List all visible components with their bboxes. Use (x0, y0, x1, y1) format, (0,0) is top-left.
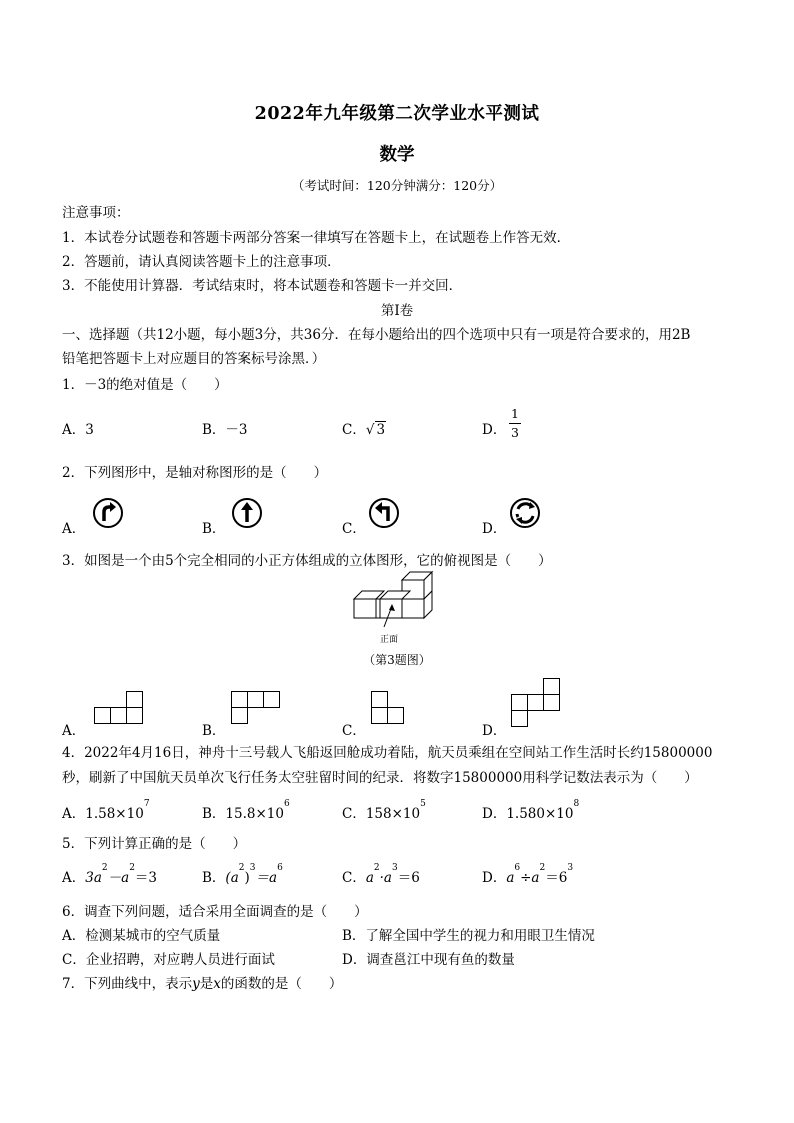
q6-stem: 6．调查下列问题，适合采用全面调查的是（ ） (62, 904, 368, 920)
q5-d-exp1: 6 (514, 863, 521, 873)
q5-b-exp1: 2 (238, 863, 245, 873)
q5-c-term2: ·a (379, 870, 392, 886)
q5-a-term1: 3a (85, 870, 102, 886)
q2-label-d: D． (482, 521, 507, 537)
q5-a-label: A． (62, 870, 86, 886)
q5-b-term1: (a (225, 870, 239, 886)
q5-a-term2: －a (107, 870, 130, 886)
q2-label-a: A． (62, 521, 86, 537)
note-item-2: 2．答题前，请认真阅读答题卡上的注意事项． (62, 254, 341, 270)
q5-c-label: C． (342, 870, 366, 886)
q1-option-c-radicand: 3 (376, 422, 386, 438)
q7-prefix: 7．下列曲线中，表示 (62, 976, 193, 992)
q3-label-a: A． (62, 723, 86, 739)
q5-b-term3: ＝a (255, 870, 278, 886)
q3-option-a-view (94, 690, 146, 726)
q1-option-c (342, 418, 386, 438)
notes-heading: 注意事项： (62, 205, 130, 221)
q3-label-b: B． (202, 723, 226, 739)
q4-option-d-base: D．1.580×10 (482, 806, 574, 822)
right-turn-sign-icon (92, 497, 124, 529)
q5-a-exp1: 2 (101, 863, 108, 873)
q4-option-c-exponent: 5 (420, 799, 426, 809)
q4-option-d (482, 799, 580, 822)
q4-option-b-base: B．15.8×10 (202, 806, 284, 822)
q3-stem: 3．如图是一个由5个完全相同的小正方体组成的立体图形，它的俯视图是（ ） (62, 553, 552, 569)
q5-c-exp2: 3 (391, 863, 398, 873)
fraction-denominator: 3 (511, 424, 519, 440)
q1-option-d: D． (482, 422, 507, 438)
q3-label-d: D． (482, 723, 507, 739)
q5-d-term3: ＝6 (545, 870, 568, 886)
note-item-1: 1．本试卷分试题卷和答题卡两部分答案一律填写在答题卡上，在试题卷上作答无效． (62, 230, 571, 246)
section-instructions-line2: 铅笔把答题卡上对应题目的答案标号涂黑．） (62, 351, 326, 367)
q6-option-c: C．企业招聘，对应聘人员进行面试 (62, 952, 275, 968)
q7-var-x: x (213, 976, 221, 992)
note-item-3: 3．不能使用计算器．考试结束时，将本试题卷和答题卡一并交回． (62, 278, 463, 294)
q1-option-b: B．－3 (202, 422, 248, 438)
q3-front-label: 正面 (380, 635, 399, 645)
q5-c-exp1: 2 (373, 863, 380, 873)
q6-option-b: B．了解全国中学生的视力和用眼卫生情况 (342, 928, 595, 944)
q1-stem: 1．－3的绝对值是（ ） (62, 377, 228, 393)
q4-option-a-base: A．1.58×10 (62, 806, 144, 822)
q7-stem (62, 972, 342, 992)
straight-ahead-sign-icon (231, 497, 263, 529)
subject-title: 数学 (379, 145, 415, 165)
section-instructions-line1: 一、选择题（共12小题，每小题3分，共36分．在每小题给出的四个选项中只有一项是符合要求的，用2B (62, 327, 691, 343)
q4-option-b-exponent: 6 (283, 799, 290, 809)
q4-option-c (342, 799, 426, 822)
q3-option-c-view (371, 690, 407, 726)
q1-option-d-fraction (509, 408, 521, 439)
q2-label-b: B． (202, 521, 226, 537)
q5-b-label: B． (202, 870, 226, 886)
q5-a-exp2: 2 (129, 863, 135, 873)
q5-option-a (62, 863, 158, 886)
q4-option-a-exponent: 7 (143, 799, 150, 809)
q4-option-d-exponent: 8 (573, 799, 580, 809)
q5-option-d (482, 863, 574, 886)
q5-c-term1: a (365, 870, 374, 886)
q5-d-exp3: 3 (567, 863, 574, 873)
q5-d-label: D． (482, 870, 507, 886)
volume-label: 第Ⅰ卷 (380, 303, 414, 319)
q6-option-a: A．检测某城市的空气质量 (62, 928, 221, 944)
q5-d-term2: ÷a (520, 870, 540, 886)
q5-a-term3: ＝3 (134, 870, 158, 886)
q5-option-c (342, 863, 420, 886)
q5-stem: 5．下列计算正确的是（ ） (62, 836, 247, 852)
q5-b-exp2: 3 (249, 863, 256, 873)
q5-d-exp2: 2 (539, 863, 546, 873)
q5-c-term3: ＝6 (397, 870, 420, 886)
q4-option-b (202, 799, 290, 822)
q4-option-c-base: C．158×10 (342, 806, 421, 822)
exam-title: 2022年九年级第二次学业水平测试 (254, 104, 540, 124)
q7-mid: 是 (199, 976, 214, 992)
q6-option-d: D．调查邕江中现有鱼的数量 (342, 952, 515, 968)
q3-option-d-view (511, 678, 563, 728)
q5-option-b (202, 863, 283, 886)
q4-stem-line1: 4．2022年4月16日，神舟十三号载人飞船返回舱成功着陆，航天员乘组在空间站工作生活时长约15800000 (62, 745, 713, 761)
q5-b-exp3: 6 (277, 863, 283, 873)
q4-stem-line2: 秒，刷新了中国航天员单次飞行任务太空驻留时间的纪录．将数字15800000用科学记数法表示为（ ） (62, 770, 698, 786)
q2-stem: 2．下列图形中，是轴对称图形的是（ ） (62, 465, 328, 481)
q7-suffix: 的函数的是（ ） (220, 976, 343, 992)
q4-option-a (62, 799, 150, 822)
q1-option-c-label: C． (342, 422, 366, 438)
q5-d-term1: a (506, 870, 515, 886)
q3-option-b-view (231, 690, 283, 726)
sqrt-symbol: √ (365, 422, 375, 438)
q1-option-a: A．3 (62, 422, 94, 438)
q3-caption: （第3题图） (363, 653, 431, 667)
fraction-numerator: 1 (509, 408, 521, 424)
q3-label-c: C． (342, 723, 366, 739)
q2-label-c: C． (342, 521, 366, 537)
q5-b-term2: ) (244, 870, 250, 886)
roundabout-sign-icon (509, 497, 541, 529)
q7-var-y: y (192, 976, 200, 992)
q3-cube-figure (352, 572, 442, 632)
exam-info: （考试时间：120分钟满分：120分） (291, 178, 503, 193)
left-turn-sign-icon (368, 497, 400, 529)
